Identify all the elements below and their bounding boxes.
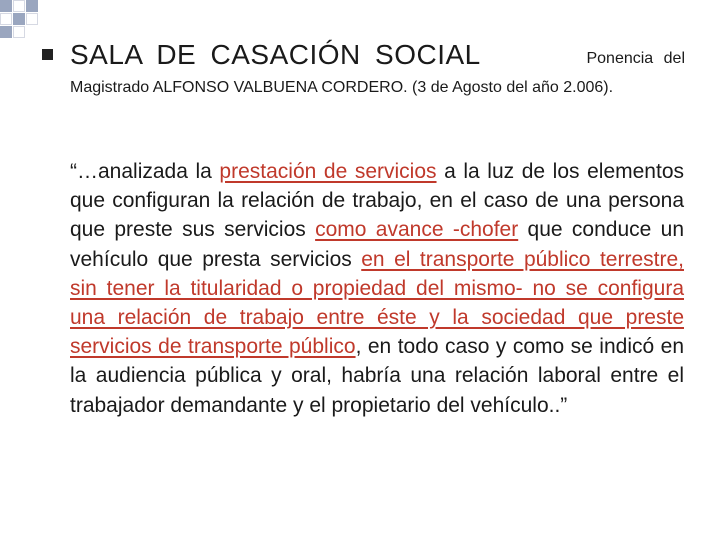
quote-segment: a la luz de los elementos que configuran la relación de trabajo, en el caso de una persona que preste sus servicios	[70, 160, 684, 242]
quote-segment-underlined: como avance -chofer	[315, 218, 519, 242]
deco-square	[0, 0, 12, 12]
quote-segment: “…analizada la	[70, 160, 220, 183]
deco-square	[13, 13, 25, 25]
deco-square	[13, 0, 25, 12]
deco-square	[26, 0, 38, 12]
quote-segment-underlined: prestación de servicios	[219, 160, 437, 183]
heading-trail: Ponencia del	[586, 50, 685, 67]
quote-paragraph	[70, 157, 684, 420]
deco-square	[26, 13, 38, 25]
bullet-square-icon	[42, 49, 53, 60]
deco-square	[0, 26, 12, 38]
deco-square	[0, 13, 12, 25]
quote-segment: que conduce un vehículo que presta servicios	[70, 218, 684, 271]
quote-segment-underlined: en el transporte público terrestre, sin tener la titularidad o propiedad del mismo- no se configura una relación de trabajo entre éste y la sociedad que preste servicios de transporte público	[70, 247, 684, 359]
deco-square	[13, 26, 25, 38]
heading-title: SALA DE CASACIÓN SOCIAL	[70, 39, 481, 70]
slide-heading	[70, 38, 685, 77]
heading-subtitle: Magistrado ALFONSO VALBUENA CORDERO. (3 de Agosto del año 2.006).	[70, 79, 614, 96]
quote-segment: , en todo caso y como se indicó en la audiencia pública y oral, habría una relación laboral entre el trabajador demandante y el propietario del vehículo..”	[70, 335, 684, 417]
